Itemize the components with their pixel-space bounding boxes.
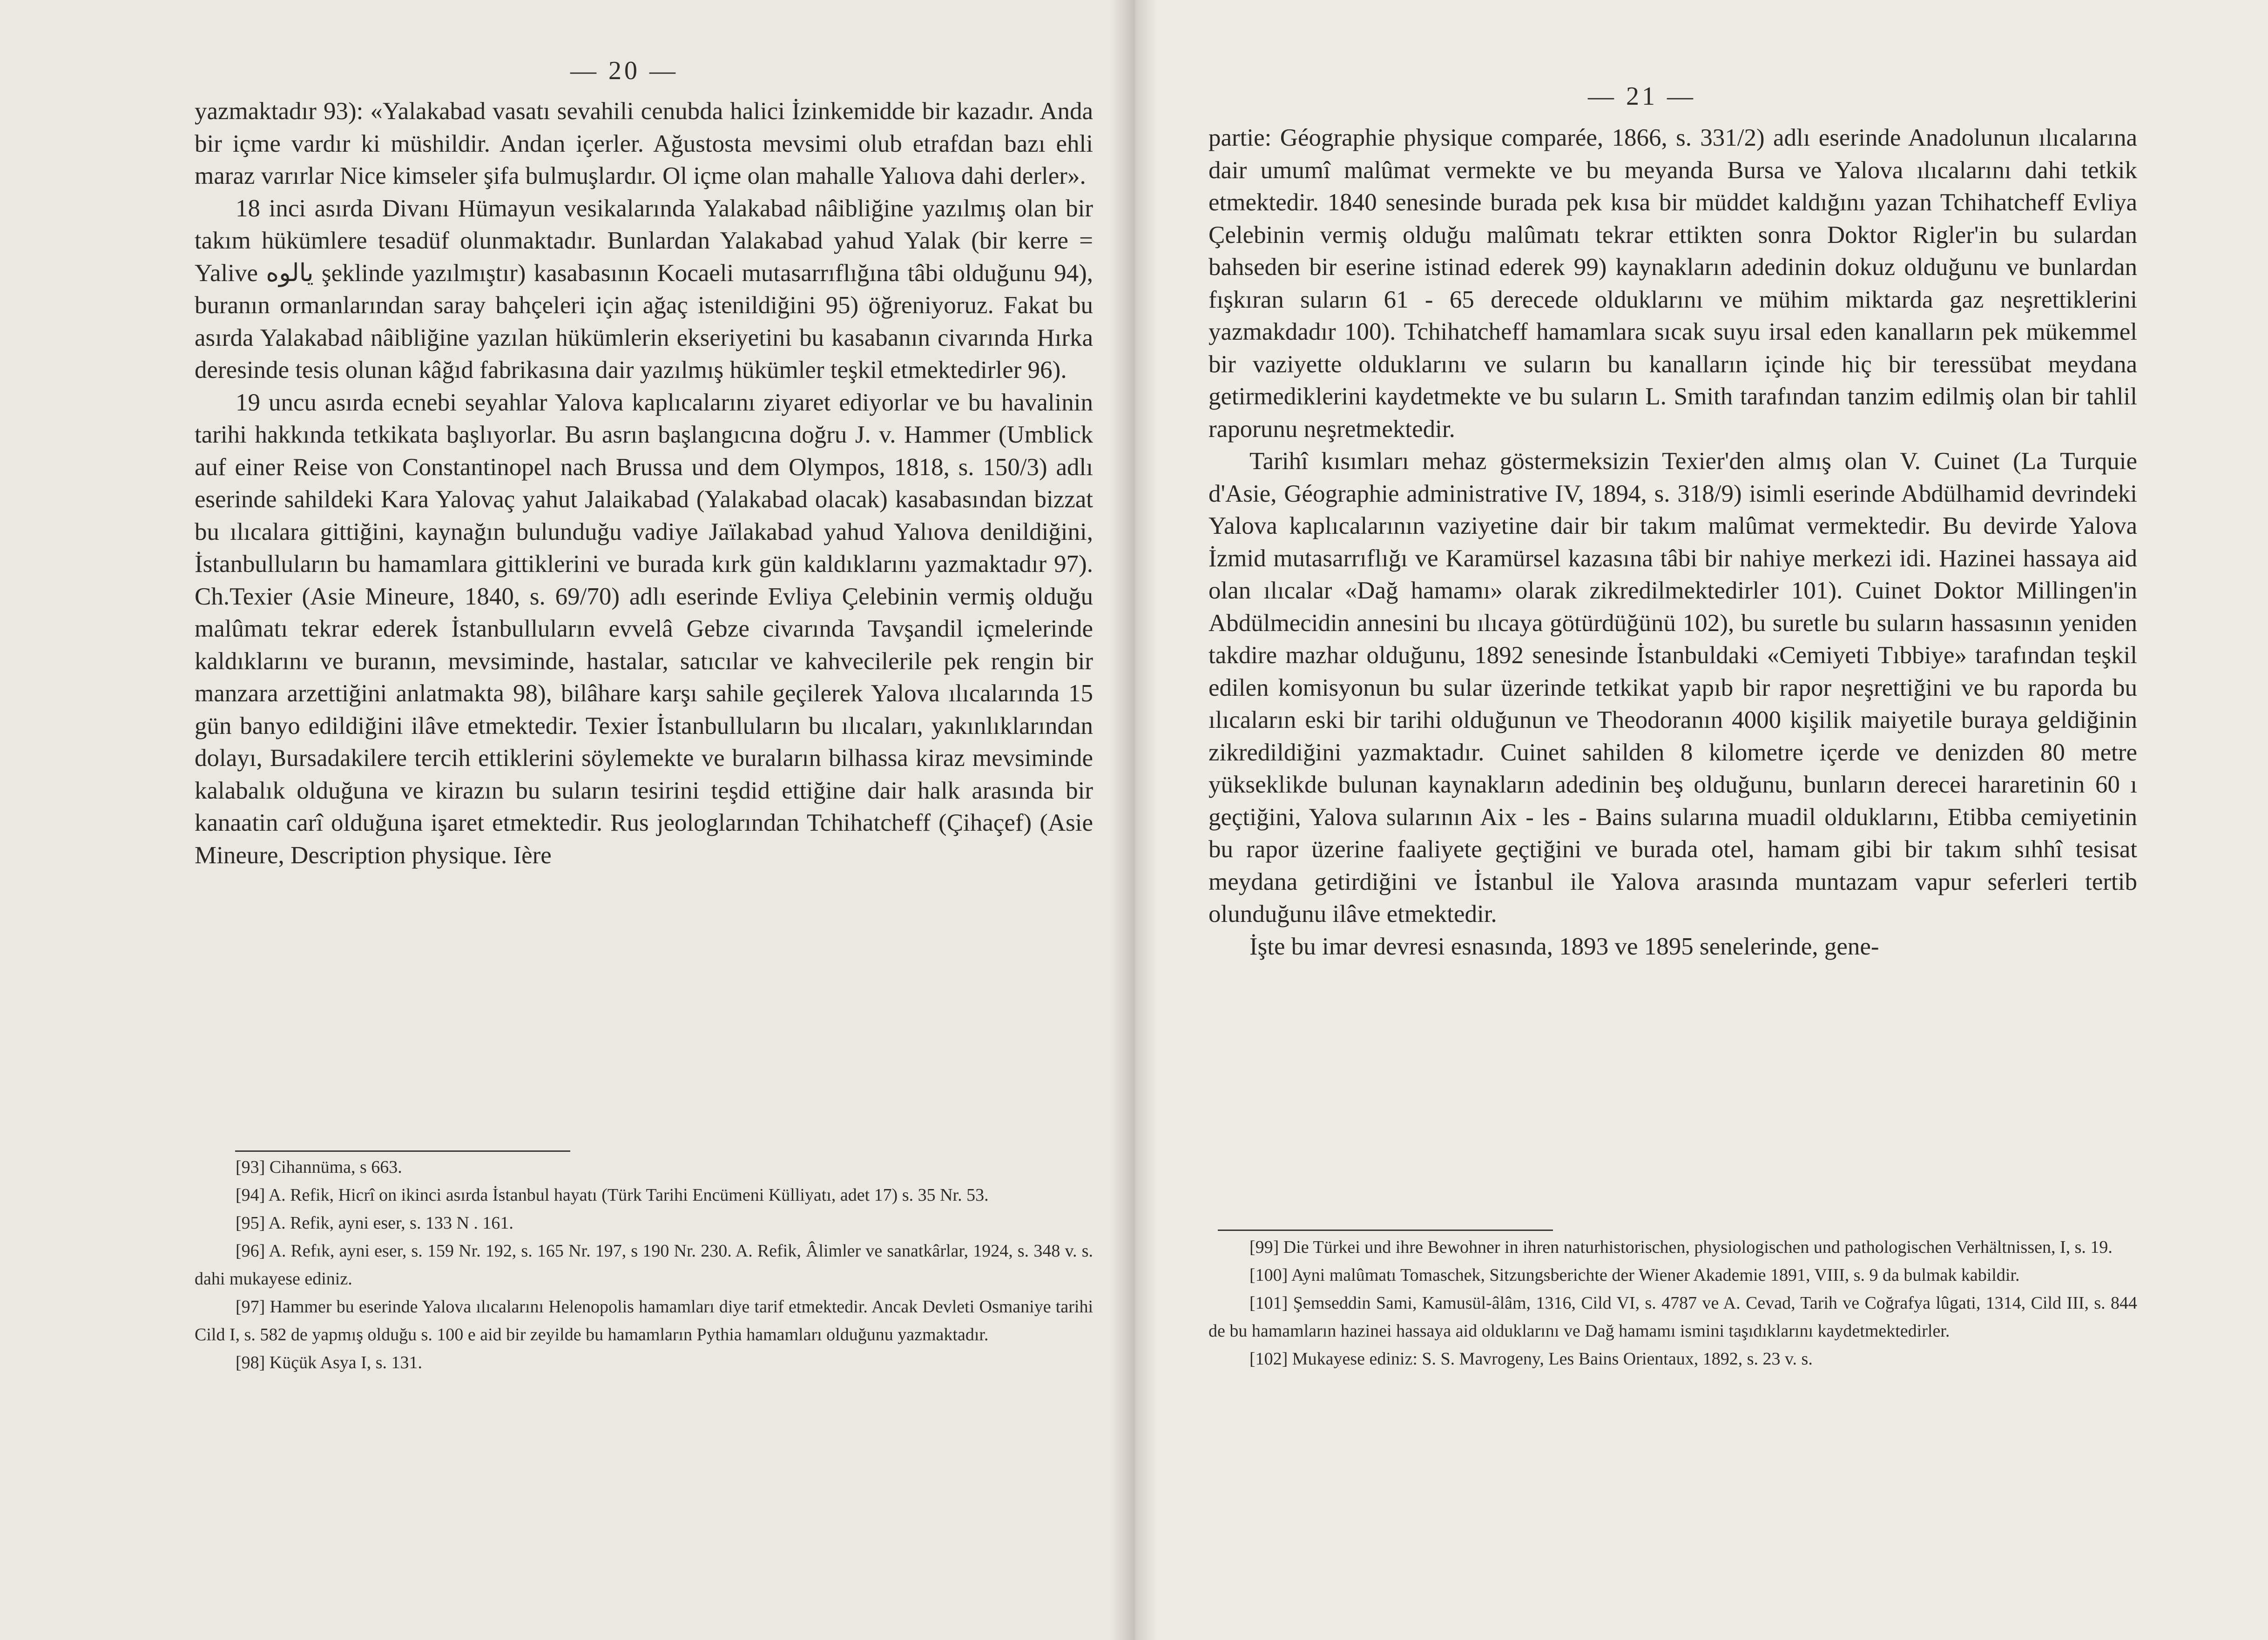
- footnote: [97] Hammer bu eserinde Yalova ılıcalarını Helenopolis hamamları diye tarif etmektedir. Ancak Devleti Osmaniye tarihi Cild I, s. 582 de yapmış olduğu s. 100 e aid bir zeyilde bu hamamların Pythia hamamları olduğunu yazmaktadır.: [195, 1297, 1093, 1344]
- footnote: [93] Cihannüma, s 663.: [236, 1157, 402, 1177]
- body-text-right: [1208, 122, 2137, 963]
- paragraph: 18 inci asırda Divanı Hümayun vesikalarında Yalakabad nâibliğine yazılmış olan bir takım hükümlere tesadüf olunmaktadır. Bunlardan Yalakabad yahud Yalak (bir kerre = Yalive يالوه şeklinde yazılmıştır) kasabasının Kocaeli mutasarrıflığına tâbi olduğunu 94), buranın ormanlarından saray bahçeleri için ağaç istenildiğini 95) öğreniyoruz. Fakat bu asırda Yalakabad nâibliğine yazılan hükümlerin ekseriyetini bu kasabanın civarında Hırka deresinde tesis olunan kâğıd fabrikasına dair yazılmış hükümler teşkil etmektedirler 96).: [195, 195, 1093, 383]
- page-number-left: — 20 —: [570, 56, 678, 85]
- paragraph: Tarihî kısımları mehaz göstermeksizin Texier'den almış olan V. Cuinet (La Turquie d'Asie, Géographie administrative IV, 1894, s. 318/9) isimli eserinde Abdülhamid devrindeki Yalova kaplıcalarının vaziyetine dair bir takım malûmat vermektedir. Bu devirde Yalova İzmid mutasarrıflığı ve Karamürsel kazasına tâbi bir nahiye merkezi idi. Hazinei hassaya aid olan ılıcalar «Dağ hamamı» olarak zikredilmektedirler 101). Cuinet Doktor Millingen'in Abdülmecidin annesini bu ılıcaya götürdüğünü 102), bu suretle bu suların hassasının yeniden takdire mazhar olduğunu, 1892 senesinde İstanbuldaki «Cemiyeti Tıbbiye» tarafından teşkil edilen komisyonun bu sular üzerinde tetkikat yapıb bir rapor neşrettiğini ve bu raporda bu ılıcaların eski bir tarihi olduğunun ve Theodoranın 4000 kişilik maiyetile buraya geldiğinin zikredildiğini yazmaktadır. Cuinet sahilden 8 kilometre içerde ve denizden 80 metre yükseklikde bulunan kaynakların adedinin beş olduğunu, bunların derecei hararetinin 60 ı geçtiğini, Yalova sularının Aix - les - Bains sularına muadil olduklarını, Etibba cemiyetinin bu rapor üzerine faaliyete geçtiğini ve burada otel, hamam gibi bir takım sıhhî tesisat meydana getirdiğini ve İstanbul ile Yalova arasında muntazam vapur seferleri tertib olunduğunu ilâve etmektedir.: [1208, 448, 2137, 928]
- footnote: [101] Şemseddin Sami, Kamusül-âlâm, 1316, Cild VI, s. 4787 ve A. Cevad, Tarih ve Coğrafya lûgati, 1314, Cild III, s. 844 de bu hamamların hazinei hassaya aid olduklarını ve Dağ hamamı ismini taşıdıklarını kaydetmektedirler.: [1208, 1293, 2137, 1341]
- paragraph: yazmaktadır 93): «Yalakabad vasatı sevahili cenubda halici İzinkemidde bir kazadır. Anda bir içme vardır ki müshildir. Andan içerler. Ağustosta mevsimi olub etrafdan bazı ehli maraz varırlar Nice kimseler şifa bulmuşlardır. Ol içme olan mahalle Yalıova dahi derler».: [195, 98, 1093, 189]
- footnote: [98] Küçük Asya I, s. 131.: [236, 1353, 423, 1372]
- right-page: [1134, 0, 2268, 1640]
- paragraph: İşte bu imar devresi esnasında, 1893 ve 1895 senelerinde, gene-: [1249, 933, 1879, 960]
- paragraph: 19 uncu asırda ecnebi seyahlar Yalova kaplıcalarını ziyaret ediyorlar ve bu havalinin tarihi hakkında tetkikata başlıyorlar. Bu asrın başlangıcına doğru J. v. Hammer (Umblick auf einer Reise von Constantinopel nach Brussa und dem Olympos, 1818, s. 150/3) adlı eserinde sahildeki Kara Yalovaç yahut Jalaikabad (Yalakabad olacak) kasabasından bizzat bu ılıcalara gittiğini, kaynağın bulunduğu vadiye Jaïlakabad yahud Yalıova denildiğini, İstanbulluların bu hamamlara gittiklerini ve burada kırk gün kaldıklarını yazmaktadır 97). Ch.Texier (Asie Mineure, 1840, s. 69/70) adlı eserinde Evliya Çelebinin vermiş olduğu malûmatı tekrar ederek İstanbulluların evvelâ Gebze civarında Tavşandil içmelerinde kaldıklarını ve buranın, mevsiminde, hastalar, satıcılar ve kahvecilerile pek rengin bir manzara arzettiğini anlatmakta 98), bilâhare karşı sahile geçilerek Yalova ılıcalarında 15 gün banyo edildiğini ilâve etmektedir. Texier İstanbulluların bu ılıcaları, yakınlıklarından dolayı, Bursadakilere tercih ettiklerini söylemekte ve buraların bilhassa kiraz mevsiminde kalabalık olduğuna ve kirazın bu suların tesirini teşdid ettiğine dair halk arasında bir kanaatin carî olduğuna işaret etmektedir. Rus jeologlarından Tchihatcheff (Çihaçef) (Asie Mineure, Description physique. Ière: [195, 389, 1093, 869]
- footnote-divider: [235, 1150, 570, 1152]
- footnote: [100] Ayni malûmatı Tomaschek, Sitzungsberichte der Wiener Akademie 1891, VIII, s. 9 da bulmak kabildir.: [1249, 1265, 2020, 1285]
- footnote: [96] A. Refık, ayni eser, s. 159 Nr. 192, s. 165 Nr. 197, s 190 Nr. 230. A. Refik, Âlimler ve sanatkârlar, 1924, s. 348 v. s. dahi mukayese ediniz.: [195, 1241, 1093, 1289]
- body-text-left: [195, 95, 1093, 872]
- footnote-divider: [1218, 1230, 1553, 1231]
- footnote: [94] A. Refik, Hicrî on ikinci asırda İstanbul hayatı (Türk Tarihi Encümeni Külliyatı, adet 17) s. 35 Nr. 53.: [236, 1185, 989, 1205]
- footnotes-right: [1208, 1233, 2137, 1373]
- footnote: [99] Die Türkei und ihre Bewohner in ihren naturhistorischen, physiologischen und pathologischen Verhältnissen, I, s. 19.: [1249, 1237, 2113, 1257]
- paragraph: partie: Géographie physique comparée, 1866, s. 331/2) adlı eserinde Anadolunun ılıcalarına dair umumî malûmat vermekte ve bu meyanda Bursa ve Yalova ılıcalarını dahi tetkik etmektedir. 1840 senesinde burada pek kısa bir müddet kaldığını yazan Tchihatcheff Evliya Çelebinin vermiş olduğu malûmatı tekrar ettikten sonra Doktor Rigler'in bu sulardan bahseden bir eserine istinad ederek 99) kaynakların adedinin dokuz olduğunu ve bunlardan fışkıran suların 61 - 65 derecede olduklarını ve mühim miktarda gaz neşrettiklerini yazmakdadır 100). Tchihatcheff hamamlara sıcak suyu irsal eden kanalların pek mükemmel bir vaziyette olduklarını ve suların bu kanalların içinde hiç bir teressübat meydana getirmediklerini kaydetmekte ve bu suların L. Smith tarafından tanzim edilmiş olan bir tahlil raporunu neşretmektedir.: [1208, 124, 2137, 443]
- footnote: [95] A. Refik, ayni eser, s. 133 N . 161.: [236, 1213, 513, 1233]
- footnotes-left: [195, 1153, 1093, 1377]
- page-number-right: — 21 —: [1588, 82, 1696, 111]
- footnote: [102] Mukayese ediniz: S. S. Mavrogeny, Les Bains Orientaux, 1892, s. 23 v. s.: [1249, 1349, 1813, 1369]
